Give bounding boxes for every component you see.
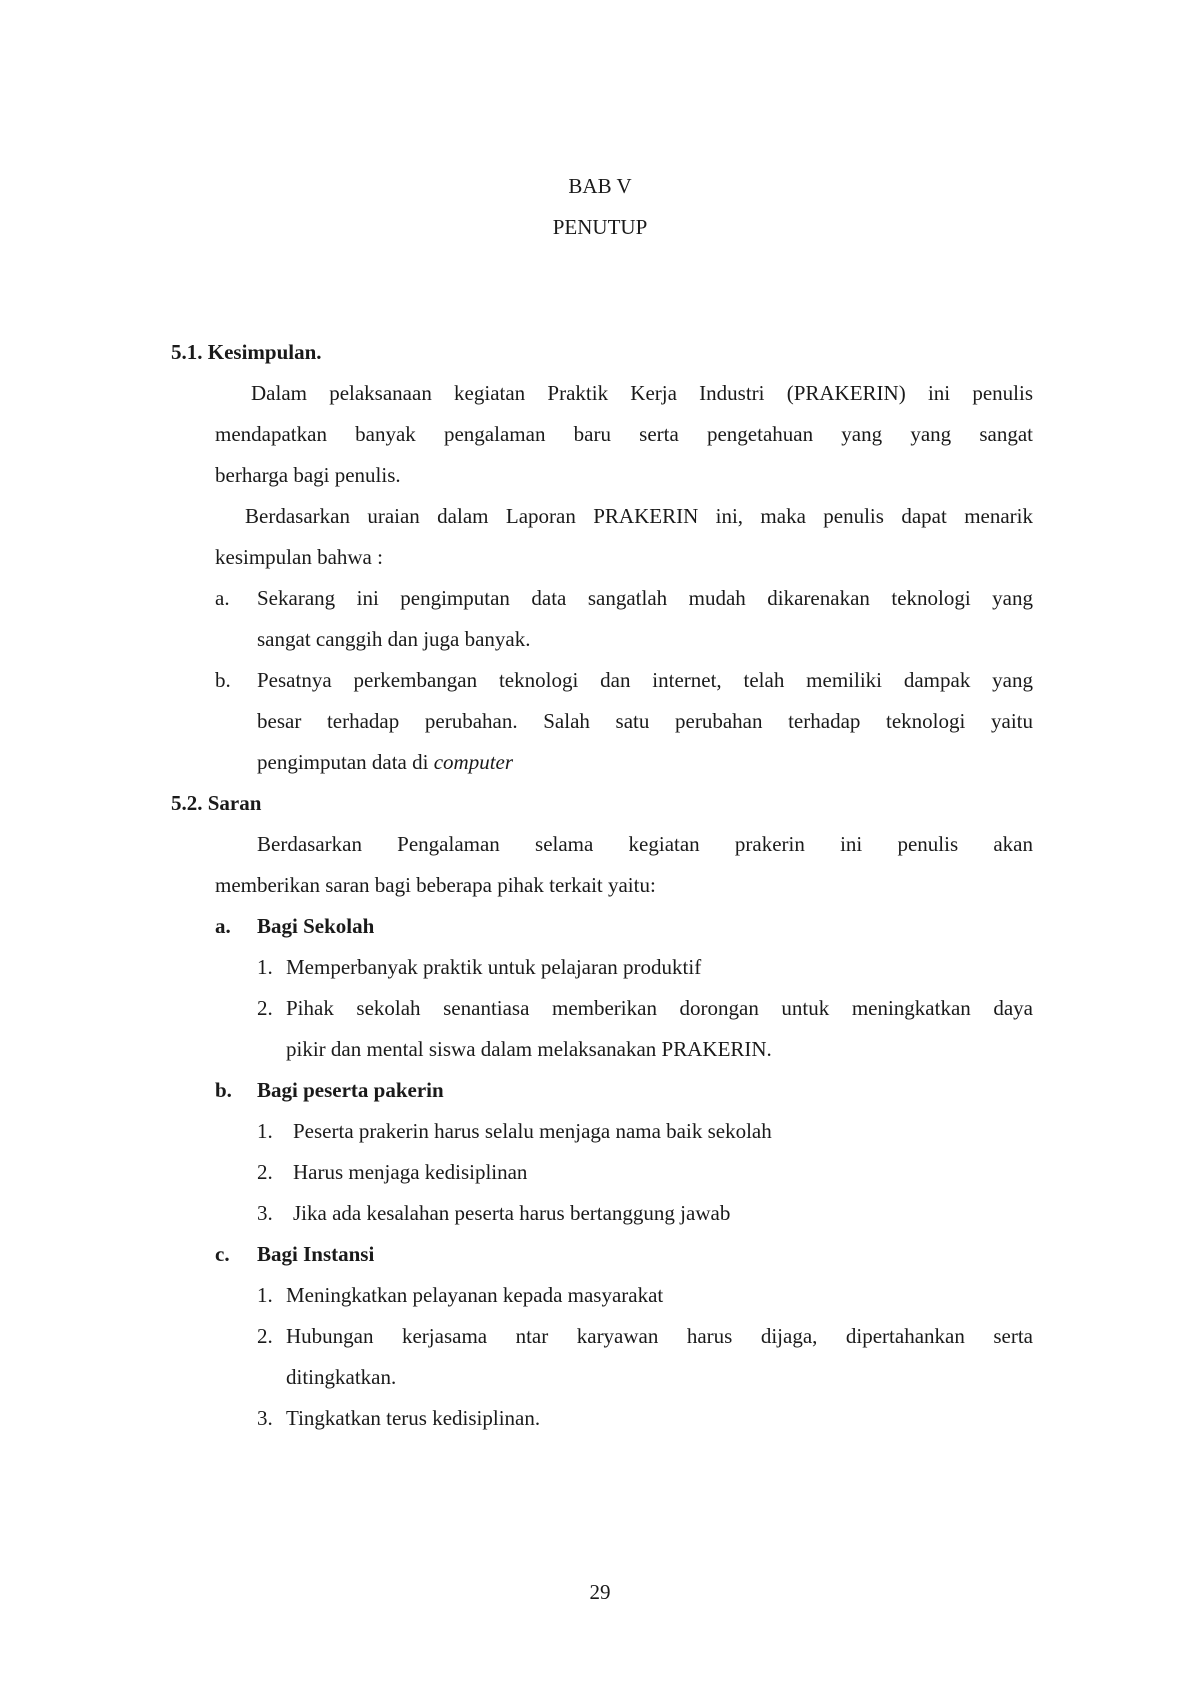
group-c-item3-num: 3.: [257, 1406, 273, 1430]
group-c-title: Bagi Instansi: [257, 1242, 375, 1266]
group-c-item1-num: 1.: [257, 1283, 273, 1307]
saran-intro-line1: Berdasarkan Pengalaman selama kegiatan prakerin ini penulis akan: [257, 832, 1033, 856]
chapter-title: PENUTUP: [552, 215, 648, 239]
kesimpulan-para2-line1: Berdasarkan uraian dalam Laporan PRAKERIN ini, maka penulis dapat menarik: [245, 504, 1033, 528]
point-b-line1: Pesatnya perkembangan teknologi dan internet, telah memiliki dampak yang: [257, 668, 1033, 692]
group-a-title: Bagi Sekolah: [257, 914, 375, 938]
point-b-line2: besar terhadap perubahan. Salah satu perubahan terhadap teknologi yaitu: [257, 709, 1033, 733]
point-a-line1: Sekarang ini pengimputan data sangatlah mudah dikarenakan teknologi yang: [257, 586, 1033, 610]
group-a-item2-line2: pikir dan mental siswa dalam melaksanakan PRAKERIN.: [286, 1037, 772, 1061]
point-b-italic-word: computer: [433, 750, 514, 774]
group-b-item1-text: Peserta prakerin harus selalu menjaga nama baik sekolah: [293, 1119, 772, 1143]
kesimpulan-para2-line2: kesimpulan bahwa :: [215, 545, 383, 569]
group-b-item1-num: 1.: [257, 1119, 273, 1143]
group-b-item3-text: Jika ada kesalahan peserta harus bertanggung jawab: [293, 1201, 731, 1225]
kesimpulan-para1-line2: mendapatkan banyak pengalaman baru serta pengetahuan yang yang sangat: [215, 422, 1033, 446]
section-heading-kesimpulan: 5.1. Kesimpulan.: [171, 340, 322, 364]
group-c-item3-text: Tingkatkan terus kedisiplinan.: [286, 1406, 541, 1430]
point-a-line2: sangat canggih dan juga banyak.: [257, 627, 531, 651]
saran-intro-line2: memberikan saran bagi beberapa pihak terkait yaitu:: [215, 873, 656, 897]
group-b-label: b.: [215, 1078, 232, 1102]
group-c-item2-line2: ditingkatkan.: [286, 1365, 397, 1389]
group-c-label: c.: [215, 1242, 230, 1266]
group-a-item1-num: 1.: [257, 955, 273, 979]
group-c-item2-num: 2.: [257, 1324, 273, 1348]
section-heading-saran: 5.2. Saran: [171, 791, 262, 815]
group-b-item2-text: Harus menjaga kedisiplinan: [293, 1160, 528, 1184]
group-a-item2-num: 2.: [257, 996, 273, 1020]
kesimpulan-para1-line1: Dalam pelaksanaan kegiatan Praktik Kerja Industri (PRAKERIN) ini penulis: [251, 381, 1033, 405]
point-a-label: a.: [215, 586, 230, 610]
page-number: 29: [589, 1580, 611, 1604]
group-a-label: a.: [215, 914, 231, 938]
point-b-line3-text: pengimputan data di: [257, 750, 429, 774]
chapter-number: BAB V: [568, 174, 632, 198]
group-c-item2-line1: Hubungan kerjasama ntar karyawan harus dijaga, dipertahankan serta: [286, 1324, 1033, 1348]
point-b-label: b.: [215, 668, 231, 692]
group-c-item1-text: Meningkatkan pelayanan kepada masyarakat: [286, 1283, 664, 1307]
group-a-item1-text: Memperbanyak praktik untuk pelajaran produktif: [286, 955, 702, 979]
group-b-item2-num: 2.: [257, 1160, 273, 1184]
kesimpulan-para1-line3: berharga bagi penulis.: [215, 463, 401, 487]
group-b-title: Bagi peserta pakerin: [257, 1078, 444, 1102]
group-a-item2-line1: Pihak sekolah senantiasa memberikan dorongan untuk meningkatkan daya: [286, 996, 1033, 1020]
group-b-item3-num: 3.: [257, 1201, 273, 1225]
point-b-line3: [257, 748, 513, 776]
